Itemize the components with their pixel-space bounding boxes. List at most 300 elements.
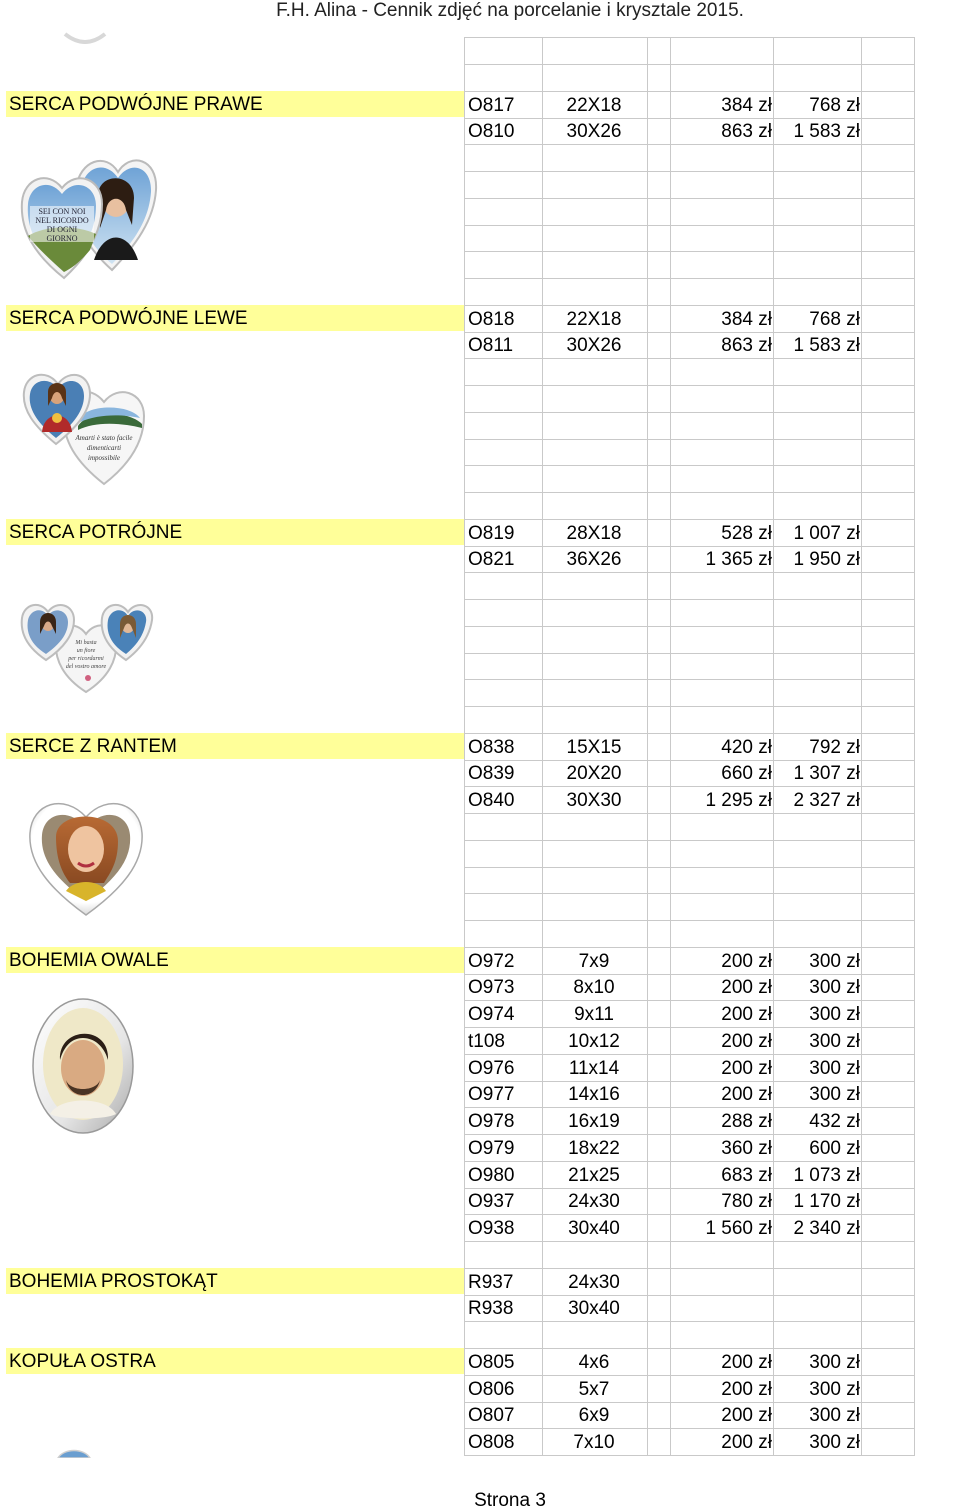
- price-1-cell: [671, 1108, 774, 1135]
- spacer-cell: [648, 1295, 671, 1322]
- price-2-cell: [774, 1376, 862, 1403]
- price-2-text: [860, 844, 861, 865]
- price-2-text: [860, 1298, 861, 1319]
- product-code-text: O807: [468, 1405, 515, 1426]
- spacer-cell: [648, 760, 671, 787]
- size-cell: [540, 1269, 648, 1296]
- price-1-text: 1 560 zł: [705, 1218, 772, 1239]
- spacer-cell: [648, 1215, 671, 1242]
- product-code-text: O977: [468, 1084, 515, 1105]
- price-1-text: 420 zł: [721, 737, 772, 758]
- price-1-text: 660 zł: [721, 763, 772, 784]
- product-code-cell: [464, 493, 543, 520]
- product-code-text: R938: [468, 1298, 514, 1319]
- size-text: 22X18: [566, 95, 622, 116]
- price-1-cell: [671, 760, 774, 787]
- spacer-cell: [648, 118, 671, 145]
- spacer-cell: [648, 1162, 671, 1189]
- price-2-text: 2 327 zł: [793, 790, 860, 811]
- price-1-text: [772, 844, 773, 865]
- price-1-cell: [671, 814, 774, 841]
- product-code-cell: [464, 65, 543, 92]
- price-2-text: 1 950 zł: [793, 549, 860, 570]
- size-cell: [540, 1188, 648, 1215]
- price-1-text: [772, 817, 773, 838]
- empty-cell: [862, 172, 915, 199]
- size-cell: [540, 386, 648, 413]
- product-code-cell: [464, 359, 543, 386]
- spacer-cell: [648, 520, 671, 547]
- price-2-text: [860, 1272, 861, 1293]
- price-2-text: [860, 362, 861, 383]
- price-1-text: 200 zł: [721, 1031, 772, 1052]
- empty-cell: [862, 627, 915, 654]
- price-2-cell: [774, 1162, 862, 1189]
- price-2-cell: [774, 1429, 862, 1456]
- price-2-text: [860, 817, 861, 838]
- price-2-text: [860, 255, 861, 276]
- price-1-text: 384 zł: [721, 309, 772, 330]
- price-2-text: 1 170 zł: [793, 1191, 860, 1212]
- price-2-text: 1 073 zł: [793, 1165, 860, 1186]
- product-code-text: O974: [468, 1004, 515, 1025]
- price-1-cell: [671, 65, 774, 92]
- price-1-cell: [671, 1215, 774, 1242]
- spacer-cell: [648, 493, 671, 520]
- product-code-cell: [464, 386, 543, 413]
- size-cell: [540, 413, 648, 440]
- price-1-cell: [671, 1028, 774, 1055]
- price-2-text: [860, 1325, 861, 1346]
- spacer-cell: [648, 466, 671, 493]
- price-2-text: [860, 630, 861, 651]
- product-code-cell: [464, 92, 543, 119]
- empty-cell: [862, 386, 915, 413]
- size-cell: [540, 118, 648, 145]
- bohemia-oval-image: [30, 996, 136, 1136]
- price-1-cell: [671, 707, 774, 734]
- price-2-cell: [774, 439, 862, 466]
- price-1-cell: [671, 867, 774, 894]
- price-2-text: 300 zł: [809, 1379, 860, 1400]
- spacer-cell: [648, 653, 671, 680]
- price-1-text: [772, 282, 773, 303]
- price-1-cell: [671, 1242, 774, 1269]
- empty-cell: [862, 413, 915, 440]
- price-2-cell: [774, 520, 862, 547]
- price-2-cell: [774, 306, 862, 333]
- size-text: 5x7: [578, 1379, 610, 1400]
- product-code-text: O973: [468, 977, 515, 998]
- price-2-cell: [774, 1215, 862, 1242]
- empty-cell: [862, 1215, 915, 1242]
- empty-cell: [862, 1188, 915, 1215]
- spacer-cell: [648, 974, 671, 1001]
- price-1-cell: [671, 225, 774, 252]
- price-2-cell: [774, 145, 862, 172]
- price-2-cell: [774, 92, 862, 119]
- size-cell: [540, 734, 648, 761]
- price-2-text: [860, 41, 861, 62]
- spacer-cell: [648, 1349, 671, 1376]
- size-cell: [540, 172, 648, 199]
- price-1-cell: [671, 520, 774, 547]
- product-code-cell: [464, 1322, 543, 1349]
- svg-text:NEL RICORDO: NEL RICORDO: [35, 216, 89, 225]
- size-cell: [540, 1135, 648, 1162]
- kopula-ostra-image: [54, 1440, 94, 1458]
- size-cell: [540, 600, 648, 627]
- price-1-cell: [671, 841, 774, 868]
- empty-cell: [862, 760, 915, 787]
- price-1-cell: [671, 38, 774, 65]
- empty-cell: [862, 1028, 915, 1055]
- price-2-text: 300 zł: [809, 977, 860, 998]
- product-code-text: t108: [468, 1031, 505, 1052]
- price-2-cell: [774, 172, 862, 199]
- empty-cell: [862, 1001, 915, 1028]
- product-code-cell: [464, 1402, 543, 1429]
- product-code-cell: [464, 1376, 543, 1403]
- price-1-text: 1 365 zł: [705, 549, 772, 570]
- spacer-cell: [648, 1429, 671, 1456]
- product-code-cell: [464, 894, 543, 921]
- heart-with-rim-image: [26, 793, 146, 917]
- price-2-text: 300 zł: [809, 1084, 860, 1105]
- price-2-cell: [774, 493, 862, 520]
- price-2-text: 2 340 zł: [793, 1218, 860, 1239]
- product-code-text: O806: [468, 1379, 515, 1400]
- price-1-cell: [671, 921, 774, 948]
- price-2-cell: [774, 279, 862, 306]
- product-code-text: O838: [468, 737, 515, 758]
- product-code-cell: [464, 413, 543, 440]
- price-1-cell: [671, 1081, 774, 1108]
- price-1-text: [772, 576, 773, 597]
- price-2-text: [860, 202, 861, 223]
- svg-text:un fiore: un fiore: [76, 648, 96, 654]
- product-code-text: R937: [468, 1272, 514, 1293]
- spacer-cell: [648, 1028, 671, 1055]
- price-2-cell: [774, 1322, 862, 1349]
- size-cell: [540, 1028, 648, 1055]
- price-2-text: 300 zł: [809, 1004, 860, 1025]
- spacer-cell: [648, 359, 671, 386]
- size-cell: [540, 894, 648, 921]
- product-code-text: O811: [468, 335, 514, 356]
- product-code-text: O979: [468, 1138, 515, 1159]
- price-1-cell: [671, 627, 774, 654]
- price-2-cell: [774, 1001, 862, 1028]
- price-2-cell: [774, 1295, 862, 1322]
- spacer-cell: [648, 1081, 671, 1108]
- price-1-text: [772, 683, 773, 704]
- product-code-cell: [464, 1055, 543, 1082]
- empty-cell: [862, 787, 915, 814]
- size-cell: [540, 653, 648, 680]
- svg-text:del vostro amore: del vostro amore: [65, 664, 107, 670]
- product-code-text: O839: [468, 763, 515, 784]
- product-code-text: O980: [468, 1165, 515, 1186]
- price-2-cell: [774, 1188, 862, 1215]
- product-code-cell: [464, 279, 543, 306]
- price-1-text: [772, 870, 773, 891]
- empty-cell: [862, 359, 915, 386]
- spacer-cell: [648, 172, 671, 199]
- svg-text:SEI CON NOI: SEI CON NOI: [38, 207, 86, 216]
- empty-cell: [862, 814, 915, 841]
- product-code-cell: [464, 546, 543, 573]
- product-code-text: O938: [468, 1218, 515, 1239]
- empty-cell: [862, 332, 915, 359]
- size-cell: [540, 332, 648, 359]
- svg-text:Amarti è stato facile: Amarti è stato facile: [75, 434, 133, 442]
- spacer-cell: [648, 306, 671, 333]
- price-1-cell: [671, 306, 774, 333]
- spacer-cell: [648, 627, 671, 654]
- size-cell: [540, 948, 648, 975]
- size-cell: [540, 921, 648, 948]
- price-2-cell: [774, 1135, 862, 1162]
- price-2-cell: [774, 760, 862, 787]
- price-2-text: 1 307 zł: [793, 763, 860, 784]
- spacer-cell: [648, 386, 671, 413]
- product-code-text: O978: [468, 1111, 515, 1132]
- empty-cell: [862, 974, 915, 1001]
- price-2-cell: [774, 1028, 862, 1055]
- product-code-cell: [464, 974, 543, 1001]
- price-2-text: [860, 683, 861, 704]
- svg-text:dimenticarti: dimenticarti: [86, 444, 122, 452]
- price-2-cell: [774, 974, 862, 1001]
- price-2-text: [860, 175, 861, 196]
- price-1-cell: [671, 948, 774, 975]
- price-1-text: 200 zł: [721, 1004, 772, 1025]
- empty-cell: [862, 1402, 915, 1429]
- product-code-cell: [464, 707, 543, 734]
- spacer-cell: [648, 814, 671, 841]
- price-2-cell: [774, 1402, 862, 1429]
- price-2-cell: [774, 894, 862, 921]
- price-2-cell: [774, 600, 862, 627]
- size-text: 24x30: [568, 1272, 620, 1293]
- price-1-text: [772, 603, 773, 624]
- page-title: F.H. Alina - Cennik zdjęć na porcelanie i krysztale 2015.: [276, 0, 744, 21]
- empty-cell: [862, 1055, 915, 1082]
- size-text: 16x19: [568, 1111, 620, 1132]
- price-1-cell: [671, 252, 774, 279]
- size-cell: [540, 760, 648, 787]
- spacer-cell: [648, 413, 671, 440]
- empty-cell: [862, 680, 915, 707]
- page-number: Strona 3: [474, 1490, 546, 1511]
- price-1-text: 863 zł: [721, 335, 772, 356]
- price-1-text: [772, 656, 773, 677]
- product-code-cell: [464, 520, 543, 547]
- price-2-text: [860, 870, 861, 891]
- spacer-cell: [648, 546, 671, 573]
- price-1-text: 1 295 zł: [705, 790, 772, 811]
- price-2-cell: [774, 734, 862, 761]
- size-cell: [540, 225, 648, 252]
- empty-cell: [862, 1162, 915, 1189]
- empty-cell: [862, 466, 915, 493]
- price-2-cell: [774, 359, 862, 386]
- size-text: 30X30: [566, 790, 622, 811]
- price-1-cell: [671, 145, 774, 172]
- price-2-text: 1 007 zł: [793, 523, 860, 544]
- category-label-serca-potrojne: SERCA POTRÓJNE: [6, 519, 464, 545]
- size-cell: [540, 1349, 648, 1376]
- product-code-cell: [464, 1242, 543, 1269]
- price-2-cell: [774, 332, 862, 359]
- size-cell: [540, 1108, 648, 1135]
- price-2-text: 792 zł: [809, 737, 860, 758]
- product-code-text: O972: [468, 951, 515, 972]
- size-cell: [540, 1081, 648, 1108]
- price-2-cell: [774, 948, 862, 975]
- spacer-cell: [648, 332, 671, 359]
- product-code-cell: [464, 306, 543, 333]
- price-1-text: [772, 496, 773, 517]
- price-1-cell: [671, 413, 774, 440]
- spacer-cell: [648, 279, 671, 306]
- size-text: 20X20: [566, 763, 622, 784]
- empty-cell: [862, 921, 915, 948]
- product-code-cell: [464, 38, 543, 65]
- size-cell: [540, 439, 648, 466]
- category-label-serce-z-rantem: SERCE Z RANTEM: [6, 733, 464, 759]
- price-2-text: [860, 576, 861, 597]
- price-2-text: [860, 282, 861, 303]
- product-code-cell: [464, 921, 543, 948]
- size-cell: [540, 1215, 648, 1242]
- price-1-cell: [671, 1322, 774, 1349]
- size-cell: [540, 1402, 648, 1429]
- price-1-text: [772, 1325, 773, 1346]
- size-cell: [540, 814, 648, 841]
- size-cell: [540, 359, 648, 386]
- price-1-text: 200 zł: [721, 1352, 772, 1373]
- product-code-cell: [464, 787, 543, 814]
- spacer-cell: [648, 573, 671, 600]
- empty-cell: [862, 306, 915, 333]
- category-label-bohemia-owale: BOHEMIA OWALE: [6, 947, 464, 973]
- price-1-cell: [671, 493, 774, 520]
- empty-cell: [862, 948, 915, 975]
- double-heart-right-image: [14, 150, 164, 280]
- empty-cell: [862, 279, 915, 306]
- price-2-text: 300 zł: [809, 951, 860, 972]
- size-text: 4x6: [578, 1352, 610, 1373]
- product-code-cell: [464, 252, 543, 279]
- price-1-text: [772, 442, 773, 463]
- price-2-text: [860, 148, 861, 169]
- spacer-cell: [648, 600, 671, 627]
- price-1-cell: [671, 1429, 774, 1456]
- price-2-cell: [774, 118, 862, 145]
- spacer-cell: [648, 1242, 671, 1269]
- size-cell: [540, 38, 648, 65]
- price-2-cell: [774, 841, 862, 868]
- size-text: 9x11: [574, 1004, 614, 1025]
- price-2-cell: [774, 627, 862, 654]
- product-code-text: O805: [468, 1352, 515, 1373]
- empty-cell: [862, 1295, 915, 1322]
- size-cell: [540, 493, 648, 520]
- price-1-text: [772, 68, 773, 89]
- price-2-text: 300 zł: [809, 1031, 860, 1052]
- product-code-cell: [464, 1081, 543, 1108]
- double-heart-left-image: [18, 366, 158, 488]
- product-code-cell: [464, 199, 543, 226]
- price-1-text: 200 zł: [721, 977, 772, 998]
- spacer-cell: [648, 787, 671, 814]
- size-text: 6x9: [578, 1405, 610, 1426]
- size-cell: [540, 1376, 648, 1403]
- price-2-text: [860, 710, 861, 731]
- empty-cell: [862, 1081, 915, 1108]
- price-2-cell: [774, 252, 862, 279]
- svg-text:DI OGNI: DI OGNI: [46, 225, 78, 234]
- spacer-cell: [648, 707, 671, 734]
- price-2-cell: [774, 386, 862, 413]
- empty-cell: [862, 65, 915, 92]
- price-2-cell: [774, 225, 862, 252]
- price-2-text: [860, 389, 861, 410]
- product-code-text: O818: [468, 309, 515, 330]
- price-1-text: [772, 1298, 773, 1319]
- price-1-cell: [671, 1135, 774, 1162]
- spacer-cell: [648, 1001, 671, 1028]
- price-2-text: 600 zł: [809, 1138, 860, 1159]
- size-cell: [540, 145, 648, 172]
- price-1-cell: [671, 1001, 774, 1028]
- spacer-cell: [648, 1108, 671, 1135]
- price-1-cell: [671, 1349, 774, 1376]
- spacer-cell: [648, 1188, 671, 1215]
- product-code-cell: [464, 172, 543, 199]
- price-1-cell: [671, 172, 774, 199]
- product-code-cell: [464, 680, 543, 707]
- size-cell: [540, 1322, 648, 1349]
- product-code-cell: [464, 814, 543, 841]
- price-1-cell: [671, 1055, 774, 1082]
- price-1-text: [772, 255, 773, 276]
- price-2-cell: [774, 1081, 862, 1108]
- spacer-cell: [648, 734, 671, 761]
- product-code-cell: [464, 600, 543, 627]
- svg-text:GIORNO: GIORNO: [46, 234, 78, 243]
- price-2-text: [860, 496, 861, 517]
- size-cell: [540, 841, 648, 868]
- price-2-cell: [774, 707, 862, 734]
- price-1-text: [772, 389, 773, 410]
- size-text: 11x14: [568, 1058, 620, 1079]
- empty-cell: [862, 493, 915, 520]
- price-1-cell: [671, 1188, 774, 1215]
- product-code-cell: [464, 841, 543, 868]
- empty-cell: [862, 841, 915, 868]
- product-code-cell: [464, 948, 543, 975]
- category-label-serca-podwojne-lewe: SERCA PODWÓJNE LEWE: [6, 305, 464, 331]
- spacer-cell: [648, 199, 671, 226]
- price-1-cell: [671, 1402, 774, 1429]
- size-text: 30X26: [566, 121, 622, 142]
- price-1-text: [772, 416, 773, 437]
- empty-cell: [862, 118, 915, 145]
- price-2-cell: [774, 1269, 862, 1296]
